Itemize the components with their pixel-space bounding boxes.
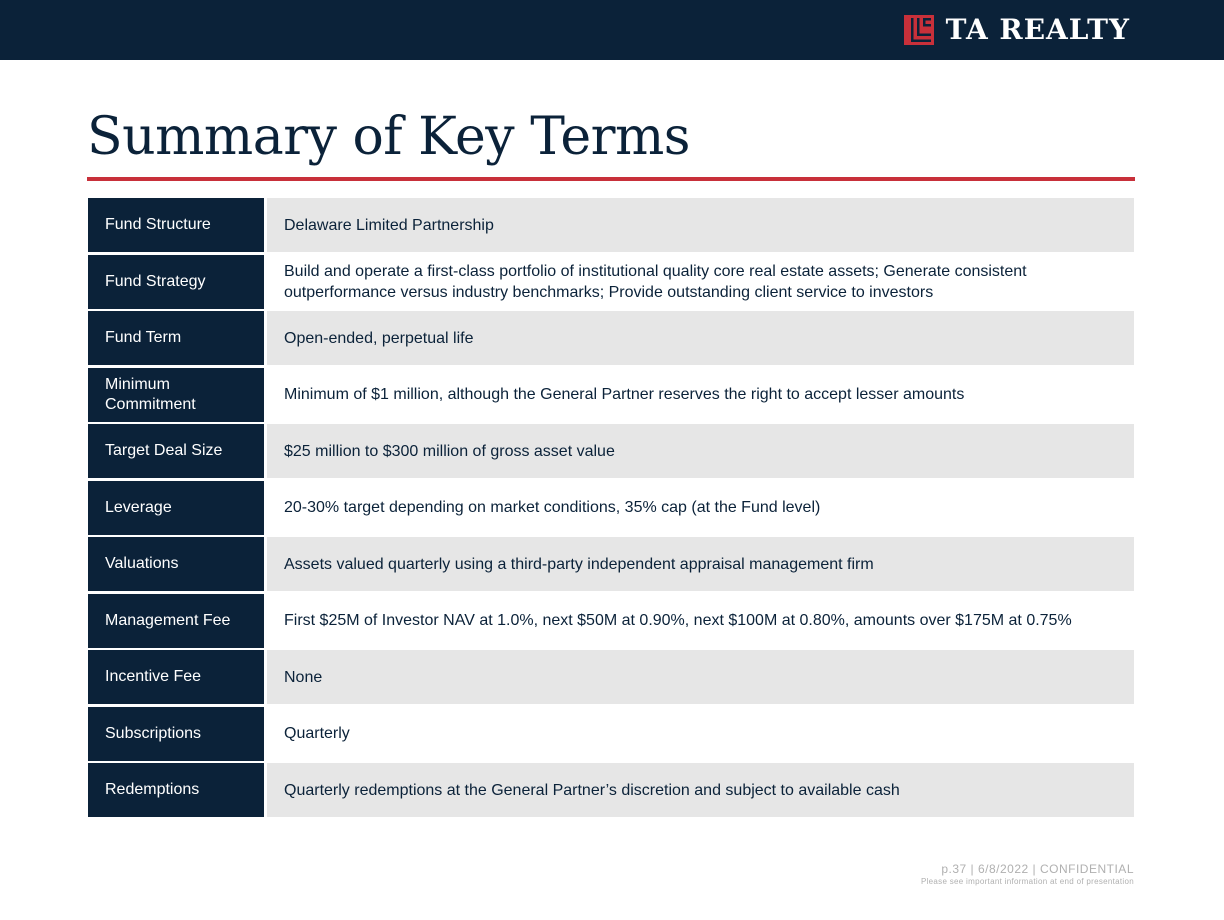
term-label: Minimum Commitment <box>88 368 264 422</box>
term-label: Fund Structure <box>88 198 264 252</box>
title-divider <box>87 177 1135 181</box>
brand-name: TA REALTY <box>945 13 1130 46</box>
term-row-target-deal-size <box>88 424 1134 478</box>
term-label: Fund Term <box>88 311 264 365</box>
term-row-fund-strategy <box>88 255 1134 309</box>
term-label: Subscriptions <box>88 707 264 761</box>
term-value: Quarterly <box>267 707 1134 761</box>
term-row-redemptions <box>88 763 1134 817</box>
term-row-minimum-commitment <box>88 368 1134 422</box>
term-value: Minimum of $1 million, although the General Partner reserves the right to accept lesser amounts <box>267 368 1134 422</box>
term-value: None <box>267 650 1134 704</box>
footer-disclaimer: Please see important information at end of presentation <box>920 877 1134 886</box>
term-value: Assets valued quarterly using a third-party independent appraisal management firm <box>267 537 1134 591</box>
key-terms-table <box>88 198 1134 820</box>
term-label: Leverage <box>88 481 264 535</box>
term-row-fund-term <box>88 311 1134 365</box>
header-bar <box>0 0 1224 60</box>
term-label: Incentive Fee <box>88 650 264 704</box>
term-row-valuations <box>88 537 1134 591</box>
term-row-management-fee <box>88 594 1134 648</box>
term-row-leverage <box>88 481 1134 535</box>
term-value: Build and operate a first-class portfolio of institutional quality core real estate assets; Generate consistent outperformance versus industry benchmarks; Provide outstanding client service to investors <box>267 255 1134 309</box>
brand-logo <box>904 14 1130 46</box>
term-value: $25 million to $300 million of gross asset value <box>267 424 1134 478</box>
term-label: Target Deal Size <box>88 424 264 478</box>
term-row-subscriptions <box>88 707 1134 761</box>
page-title: Summary of Key Terms <box>87 107 690 167</box>
page-footer <box>921 862 1134 888</box>
term-value: Delaware Limited Partnership <box>267 198 1134 252</box>
term-label: Fund Strategy <box>88 255 264 309</box>
ta-realty-logo-icon <box>904 15 934 45</box>
term-row-incentive-fee <box>88 650 1134 704</box>
term-row-fund-structure <box>88 198 1134 252</box>
term-value: 20-30% target depending on market conditions, 35% cap (at the Fund level) <box>267 481 1134 535</box>
term-value: Open-ended, perpetual life <box>267 311 1134 365</box>
term-value: Quarterly redemptions at the General Partner’s discretion and subject to available cash <box>267 763 1134 817</box>
footer-page-info: p.37 | 6/8/2022 | CONFIDENTIAL <box>941 862 1134 876</box>
term-label: Management Fee <box>88 594 264 648</box>
term-label: Redemptions <box>88 763 264 817</box>
term-label: Valuations <box>88 537 264 591</box>
term-value: First $25M of Investor NAV at 1.0%, next $50M at 0.90%, next $100M at 0.80%, amounts over $175M at 0.75% <box>267 594 1134 648</box>
